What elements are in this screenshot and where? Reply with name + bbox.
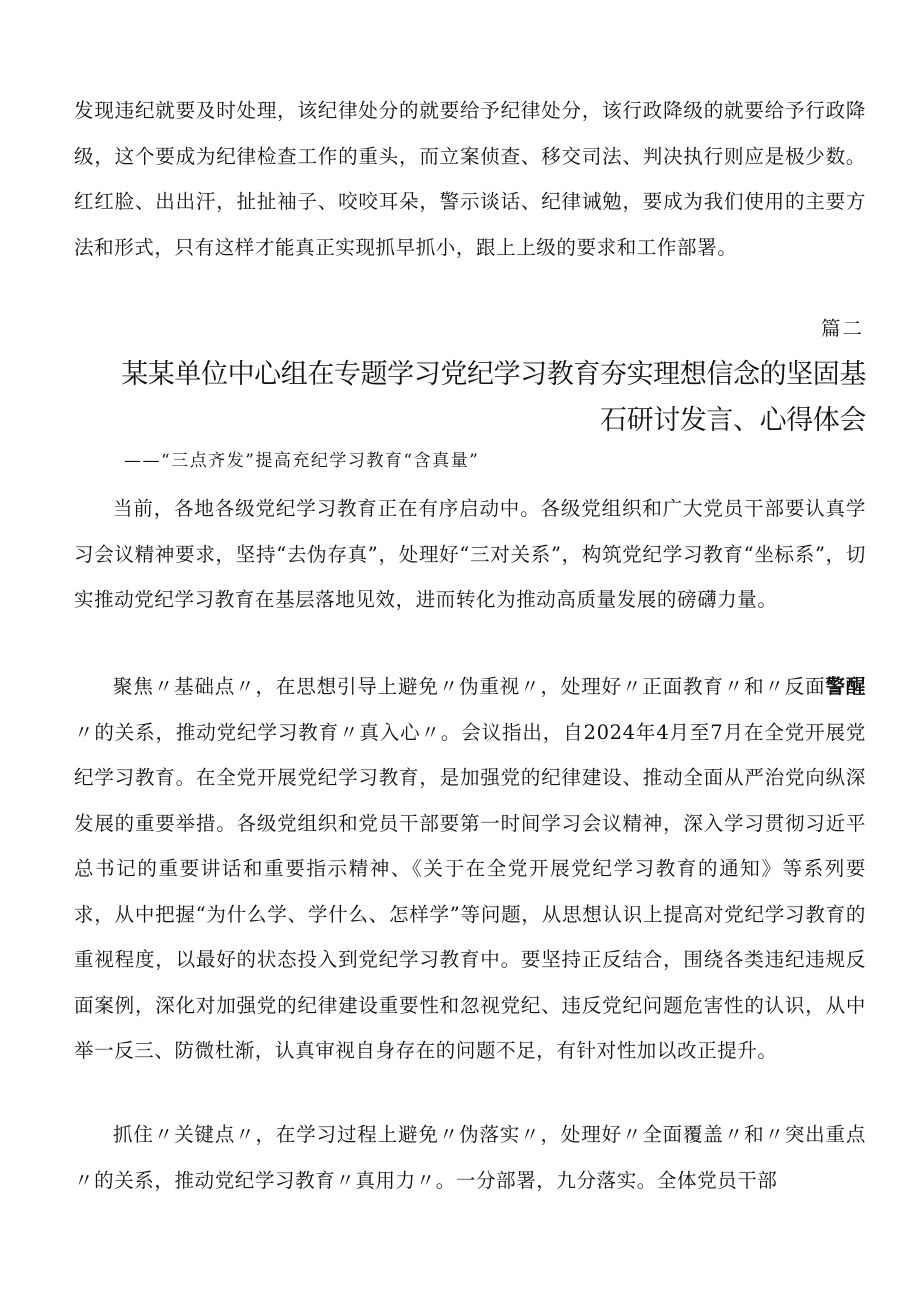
paragraph-key-point: 抓住〃关键点〃，在学习过程上避免〃伪落实〃，处理好〃全面覆盖〃和〃突出重点〃的关系，推动党纪学习教育〃真用力〃。一分部署，九分落实。全体党员干部 bbox=[74, 1123, 866, 1192]
document-subtitle: ——“三点齐发”提高充纪学习教育“含真量” bbox=[124, 451, 480, 471]
paragraph-intro-continued: 发现违纪就要及时处理，该纪律处分的就要给予纪律处分，该行政降级的就要给予行政降级，这个要成为纪律检查工作的重头，而立案侦查、移交司法、判决执行则应是极少数。红红脸、出出汗，扯扯袖子、咬咬耳朵，警示谈话、纪律诫勉，要成为我们使用的主要方法和形式，只有这样才能真正实现抓早抓小，跟上上级的要求和工作部署。 bbox=[74, 99, 866, 259]
paragraph-foundation-point bbox=[74, 664, 866, 1074]
paragraph-foundation-point-bold: 警醒 bbox=[825, 675, 866, 698]
document-title-line-2: 石研讨发言、心得体会 bbox=[600, 405, 866, 436]
document-title-line-1: 某某单位中心组在专题学习党纪学习教育夯实理想信念的坚固基 bbox=[121, 359, 866, 390]
paragraph-foundation-point-lead: 聚焦〃基础点〃，在思想引导上避免〃伪重视〃，处理好〃正面教育〃和〃反面 bbox=[113, 675, 826, 698]
paragraph-current-situation: 当前，各地各级党纪学习教育正在有序启动中。各级党组织和广大党员干部要认真学习会议精神要求，坚持“去伪存真”，处理好“三对关系”，构筑党纪学习教育“坐标系”，切实推动党纪学习教育在基层落地见效，进而转化为推动高质量发展的磅礴力量。 bbox=[74, 497, 866, 611]
document-title bbox=[60, 352, 866, 444]
section-label: 篇二 bbox=[820, 317, 864, 340]
paragraph-foundation-point-body: 〃的关系，推动党纪学习教育〃真入心〃。会议指出，自2024年4月至7月在全党开展党纪学习教育。在全党开展党纪学习教育，是加强党的纪律建设、推动全面从严治党向纵深发展的重要举措。各级党组织和党员干部要第一时间学习会议精神，深入学习贯彻习近平总书记的重要讲话和重要指示精神、《关于在全党开展党纪学习教育的通知》等系列要求，从中把握“为什么学、学什么、怎样学”等问题，从思想认识上提高对党纪学习教育的重视程度，以最好的状态投入到党纪学习教育中。要坚持正反结合，围绕各类违纪违规反面案例，深化对加强党的纪律建设重要性和忽视党纪、违反党纪问题危害性的认识，从中举一反三、防微杜渐，认真审视自身存在的问题不足，有针对性加以改正提升。 bbox=[74, 720, 866, 1062]
